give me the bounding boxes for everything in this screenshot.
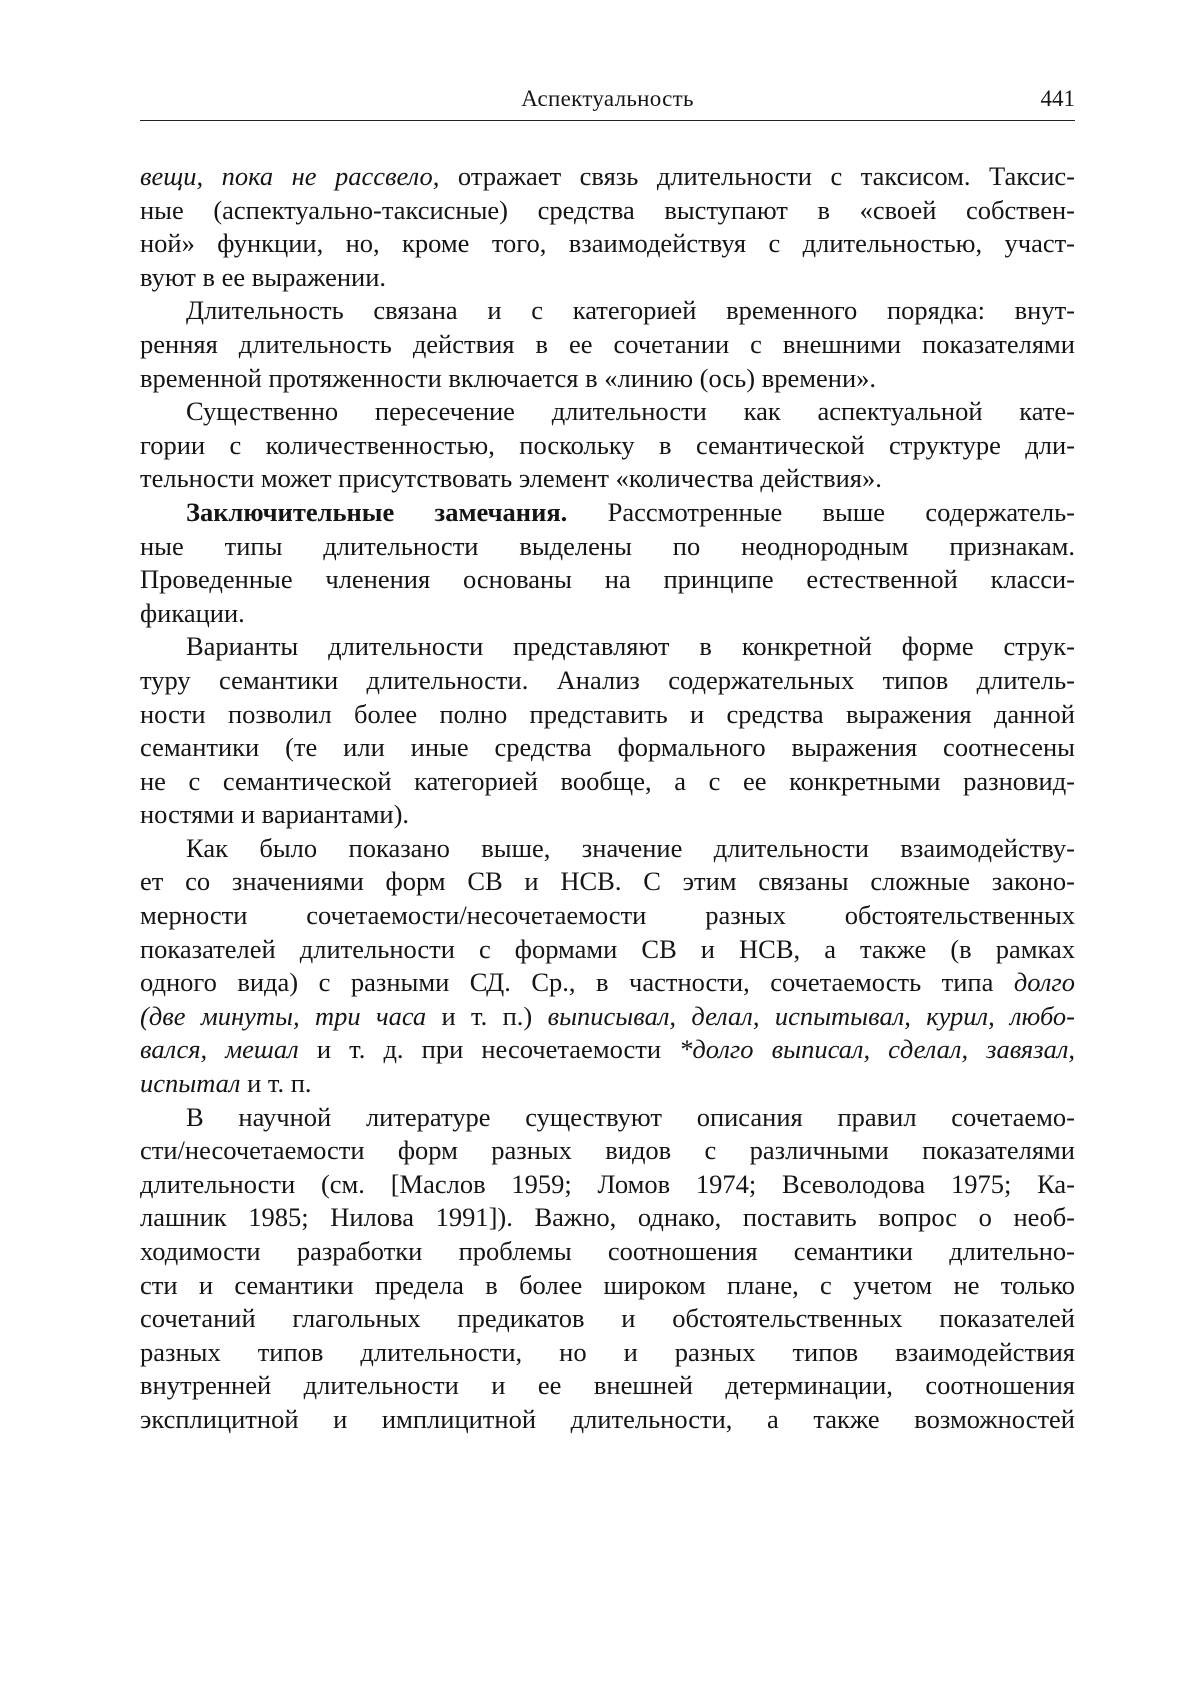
paragraph	[140, 395, 1075, 496]
text-line: вуют в ее выражении.	[140, 261, 387, 292]
italic-example: (две минуты, три часа	[140, 1000, 427, 1031]
text-line: временной протяженности включается в «линию (ось) времени».	[140, 362, 877, 393]
paragraph	[140, 630, 1075, 832]
paragraph	[140, 496, 1075, 630]
italic-example: *долго выписал, сделал, завязал,	[679, 1034, 1076, 1065]
text-line: Варианты длительности представляют в конкретной форме струк-	[186, 631, 1075, 662]
text-line: одного вида) с разными СД. Ср., в частности, сочетаемость типа долго	[140, 967, 1075, 998]
text-line: ной» функции, но, кроме того, взаимодействуя с длительностью, участ-	[140, 228, 1075, 259]
paragraph	[140, 294, 1075, 395]
page-number: 441	[1040, 86, 1075, 111]
body-text	[140, 160, 1075, 1437]
text-line: не с семантической категорией вообще, а с ее конкретными разновид-	[140, 765, 1075, 796]
italic-example: вещи, пока не рассвело,	[140, 161, 440, 191]
text-line: вещи, пока не рассвело, отражает связь длительности с таксисом. Таксис-	[140, 161, 1075, 191]
text-line: семантики (те или иные средства формального выражения соотнесены	[140, 732, 1075, 763]
text-line: сочетаний глагольных предикатов и обстоятельственных показателей	[140, 1303, 1075, 1334]
text-line: лашник 1985; Нилова 1991]). Важно, однако, поставить вопрос о необ-	[140, 1202, 1075, 1233]
italic-example: долго	[1013, 967, 1075, 998]
text-line: ностями и вариантами).	[140, 799, 410, 830]
text-line: ет со значениями форм СВ и НСВ. С этим связаны сложные законо-	[140, 866, 1075, 897]
text-line: сти и семантики предела в более широком плане, с учетом не только	[140, 1269, 1075, 1300]
text-line: ные (аспектуально-таксисные) средства выступают в «своей собствен-	[140, 194, 1075, 225]
section-heading-inline: Заключительные замечания.	[186, 496, 568, 527]
text-line: ности позволил более полно представить и средства выражения данной	[140, 698, 1075, 729]
text-line: ные типы длительности выделены по неоднородным признакам.	[140, 530, 1075, 561]
running-title: Аспектуальность	[521, 86, 694, 111]
paragraph	[140, 160, 1075, 294]
text-line: мерности сочетаемости/несочетаемости разных обстоятельственных	[140, 900, 1075, 931]
text-line: сти/несочетаемости форм разных видов с различными показателями	[140, 1135, 1075, 1166]
italic-example: выписывал, делал, испытывал, курил, любо-	[547, 1000, 1076, 1031]
paragraph	[140, 1101, 1075, 1437]
paragraph	[140, 832, 1075, 1101]
text-line: ренняя длительность действия в ее сочетании с внешними показателями	[140, 328, 1075, 359]
text-line: фикации.	[140, 597, 245, 628]
text-line: туру семантики длительности. Анализ содержательных типов длитель-	[140, 664, 1075, 695]
text-line: эксплицитной и имплицитной длительности, а также возможностей	[140, 1403, 1075, 1434]
text-line: гории с количественностью, поскольку в семантической структуре дли-	[140, 429, 1075, 460]
text-line: тельности может присутствовать элемент «количества действия».	[140, 463, 882, 494]
running-header	[140, 82, 1075, 121]
text-line: внутренней длительности и ее внешней детерминации, соотношения	[140, 1370, 1075, 1401]
text-line: ходимости разработки проблемы соотношения семантики длительно-	[140, 1236, 1075, 1266]
italic-example: испытал	[140, 1068, 241, 1099]
text-line: разных типов длительности, но и разных типов взаимодействия	[140, 1336, 1075, 1367]
text-line: Проведенные членения основаны на принципе естественной класси-	[140, 564, 1075, 595]
text-line: Длительность связана и с категорией временного порядка: внут-	[186, 295, 1075, 326]
text-line: Существенно пересечение длительности как аспектуальной кате-	[186, 396, 1075, 427]
text-line: (две минуты, три часа и т. п.) выписывал, делал, испытывал, курил, любо-	[140, 1000, 1076, 1031]
text-line: показателей длительности с формами СВ и НСВ, а также (в рамках	[140, 933, 1075, 964]
text-line: Заключительные замечания. Рассмотренные выше содержатель-	[186, 496, 1075, 527]
text-line: испытал и т. п.	[140, 1068, 312, 1099]
text-line: длительности (см. [Маслов 1959; Ломов 1974; Всеволодова 1975; Ка-	[140, 1168, 1075, 1199]
text-line: Как было показано выше, значение длительности взаимодейству-	[186, 832, 1075, 863]
italic-example: вался, мешал	[140, 1034, 299, 1065]
text-line: В научной литературе существуют описания правил сочетаемо-	[186, 1101, 1075, 1132]
text-line: вался, мешал и т. д. при несочетаемости *долго выписал, сделал, завязал,	[140, 1034, 1076, 1065]
